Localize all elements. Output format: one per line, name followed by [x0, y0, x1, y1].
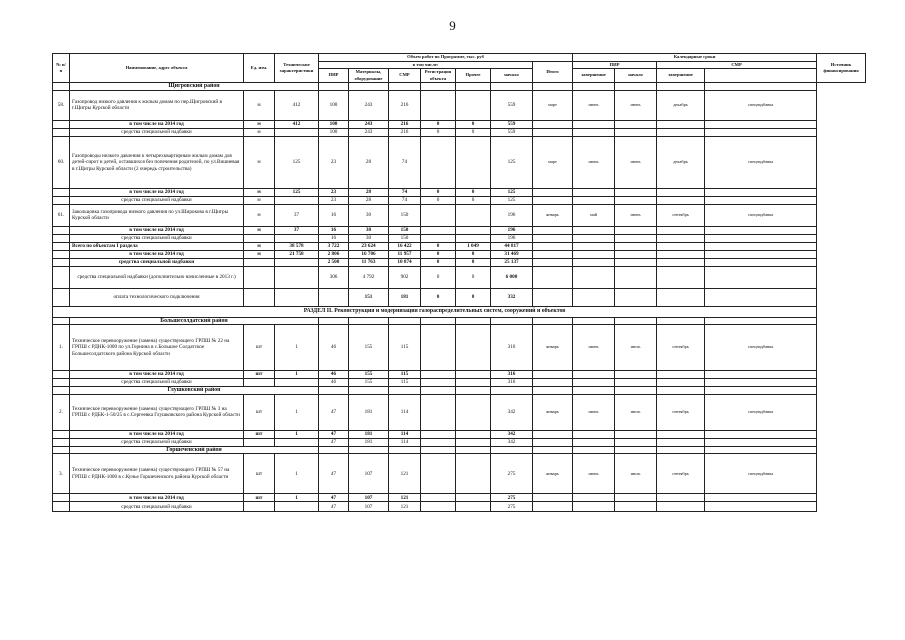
table-row: средства специальной надбавки м 23 28 74 0 0 125 — [53, 196, 866, 204]
table-row: оплата технологического подключения 151 181 0 0 332 — [53, 288, 866, 306]
header-source: Источник финансирования — [817, 54, 866, 83]
district-title: Глушковский район — [70, 387, 319, 395]
table-row: средства специальной надбавки 16 30 150 196 — [53, 234, 866, 242]
table-row: средства специальной надбавки 46 155 115 316 — [53, 379, 866, 387]
table-row: в том числе на 2014 год м 125 23 28 74 0 0 125 — [53, 188, 866, 196]
header-unit: Ед. изм. — [244, 54, 275, 83]
header-name: Наименование, адрес объекта — [70, 54, 244, 83]
table-row: средства специальной надбавки м 100 243 216 0 0 559 — [53, 128, 866, 136]
header-num: № п/п — [53, 54, 70, 83]
header-end1: завершение — [573, 69, 615, 83]
object-name: Закольцовка газопровода низкого давления по ул.Широкова в г.Щигры Курской области — [70, 204, 244, 226]
header-start1: начало — [491, 69, 533, 83]
table-row: в том числе на 2014 год шт 1 46 155 115 316 — [53, 371, 866, 379]
object-name: Газопровод низкого давления к жилым домам по пер.Щигровский в г.Щигры Курской области — [70, 90, 244, 120]
header-other: Прочее — [456, 69, 491, 83]
header-total: Итого — [533, 61, 573, 83]
table-row: средства специальной надбавки 47 107 121 275 — [53, 502, 866, 512]
table-row: в том числе на 2014 год м 21 758 2 806 16 706 11 957 0 0 31 469 — [53, 250, 866, 258]
header-sched-smr: СМР — [657, 61, 817, 69]
table-row: средства специальной надбавки (дополнительно начисленные в 2013 г.) 306 4 792 902 0 0 6 000 — [53, 266, 866, 288]
table-row: 58. Газопровод низкого давления к жилым домам по пер.Щигровский в г.Щигры Курской области м 412 100 243 216 559 март июнь июнь декабрь спецнадбавка — [53, 90, 866, 120]
table-row: средства специальной надбавки 2 500 11 763 10 874 0 0 25 137 — [53, 258, 866, 266]
district-title: Большесолдатский район — [70, 317, 319, 325]
table-row: 1. Техническое перевооружение (замена) существующего ГРПШ № 22 на ГРПШ с РДНК-1000 по ул.Горнина в с.Большое Солдатское Большесолдатского района Курской области шт 1 46 155 115 316 январь июнь июль сентябрь спецнадбавка — [53, 325, 866, 371]
table-row: 61. Закольцовка газопровода низкого давления по ул.Широкова в г.Щигры Курской области м 37 16 30 150 196 январь май июнь сентябрь спецнадбавка — [53, 204, 866, 226]
header-materials: Материалы, оборудование — [349, 69, 389, 83]
header-regist: Регистрация объекта — [421, 69, 456, 83]
header-start2: начало — [615, 69, 657, 83]
section-title: РАЗДЕЛ II. Реконструкция и модернизация газораспределительных систем, сооружений и объектов — [53, 306, 817, 317]
table-row: в том числе на 2014 год м 412 100 243 216 0 0 559 — [53, 120, 866, 128]
table-row: средства специальной надбавки 47 181 114 342 — [53, 438, 866, 446]
page-number: 9 — [449, 18, 456, 33]
header-schedule: Календарные сроки — [573, 54, 817, 62]
header-tech: Технические характеристики — [275, 54, 319, 83]
object-name: Техническое перевооружение (замена) существующего ГРПШ № 57 на ГРПШ с РДНК-1000 в с.Кунье Горшеченского района Курской области — [70, 454, 244, 494]
district-title: Горшеченский район — [70, 446, 319, 454]
table-row: в том числе на 2014 год м 37 16 30 150 196 — [53, 226, 866, 234]
table-row: 2. Техническое перевооружение (замена) существующего ГРПШ № 3 на ГРПШ с РДБК-1-50/25 в с.Сергеевка Глушковского района Курской области шт 1 47 181 114 342 январь июнь июль сентябрь спецнадбавка — [53, 394, 866, 430]
header-sched-pir: ПИР — [573, 61, 657, 69]
table-row: в том числе на 2014 год шт 1 47 181 114 342 — [53, 430, 866, 438]
district-title: Щигровский район — [70, 83, 319, 91]
header-smr: СМР — [389, 69, 421, 83]
header-incl: в том числе: — [319, 61, 533, 69]
header-funds: Объем работ по Программе, тыс. руб — [319, 54, 573, 62]
object-name: Техническое перевооружение (замена) существующего ГРПШ № 22 на ГРПШ с РДНК-1000 по ул.Горнина в с.Большое Солдатское Большесолдатского района Курской области — [70, 325, 244, 371]
table-row: 3. Техническое перевооружение (замена) существующего ГРПШ № 57 на ГРПШ с РДНК-1000 в с.Кунье Горшеченского района Курской области шт 1 47 107 121 275 январь июнь июль сентябрь спецнадбавка — [53, 454, 866, 494]
object-name: Техническое перевооружение (замена) существующего ГРПШ № 3 на ГРПШ с РДБК-1-50/25 в с.Сергеевка Глушковского района Курской области — [70, 394, 244, 430]
header-pir: ПИР — [319, 69, 349, 83]
header-end2: завершение — [657, 69, 705, 83]
program-table — [52, 53, 866, 512]
object-name: Газопроводы низкого давления к четырехквартирным жилым домам для детей-сирот и детей, оставшихся без попечения родителей, по ул.Вишневая в г.Щигры Курской области (2 очередь строительства) — [70, 136, 244, 188]
table-row: Всего по объектам I раздела м 38 578 3 722 23 624 16 422 0 1 049 44 817 — [53, 242, 866, 250]
table-row: 60. Газопроводы низкого давления к четырехквартирным жилым домам для детей-сирот и детей, оставшихся без попечения родителей, по ул.Вишневая в г.Щигры Курской области (2 очередь строительства) м 125 23 28 74 125 март июнь июнь декабрь спецнадбавка — [53, 136, 866, 188]
table-row: в том числе на 2014 год шт 1 47 107 121 275 — [53, 494, 866, 502]
